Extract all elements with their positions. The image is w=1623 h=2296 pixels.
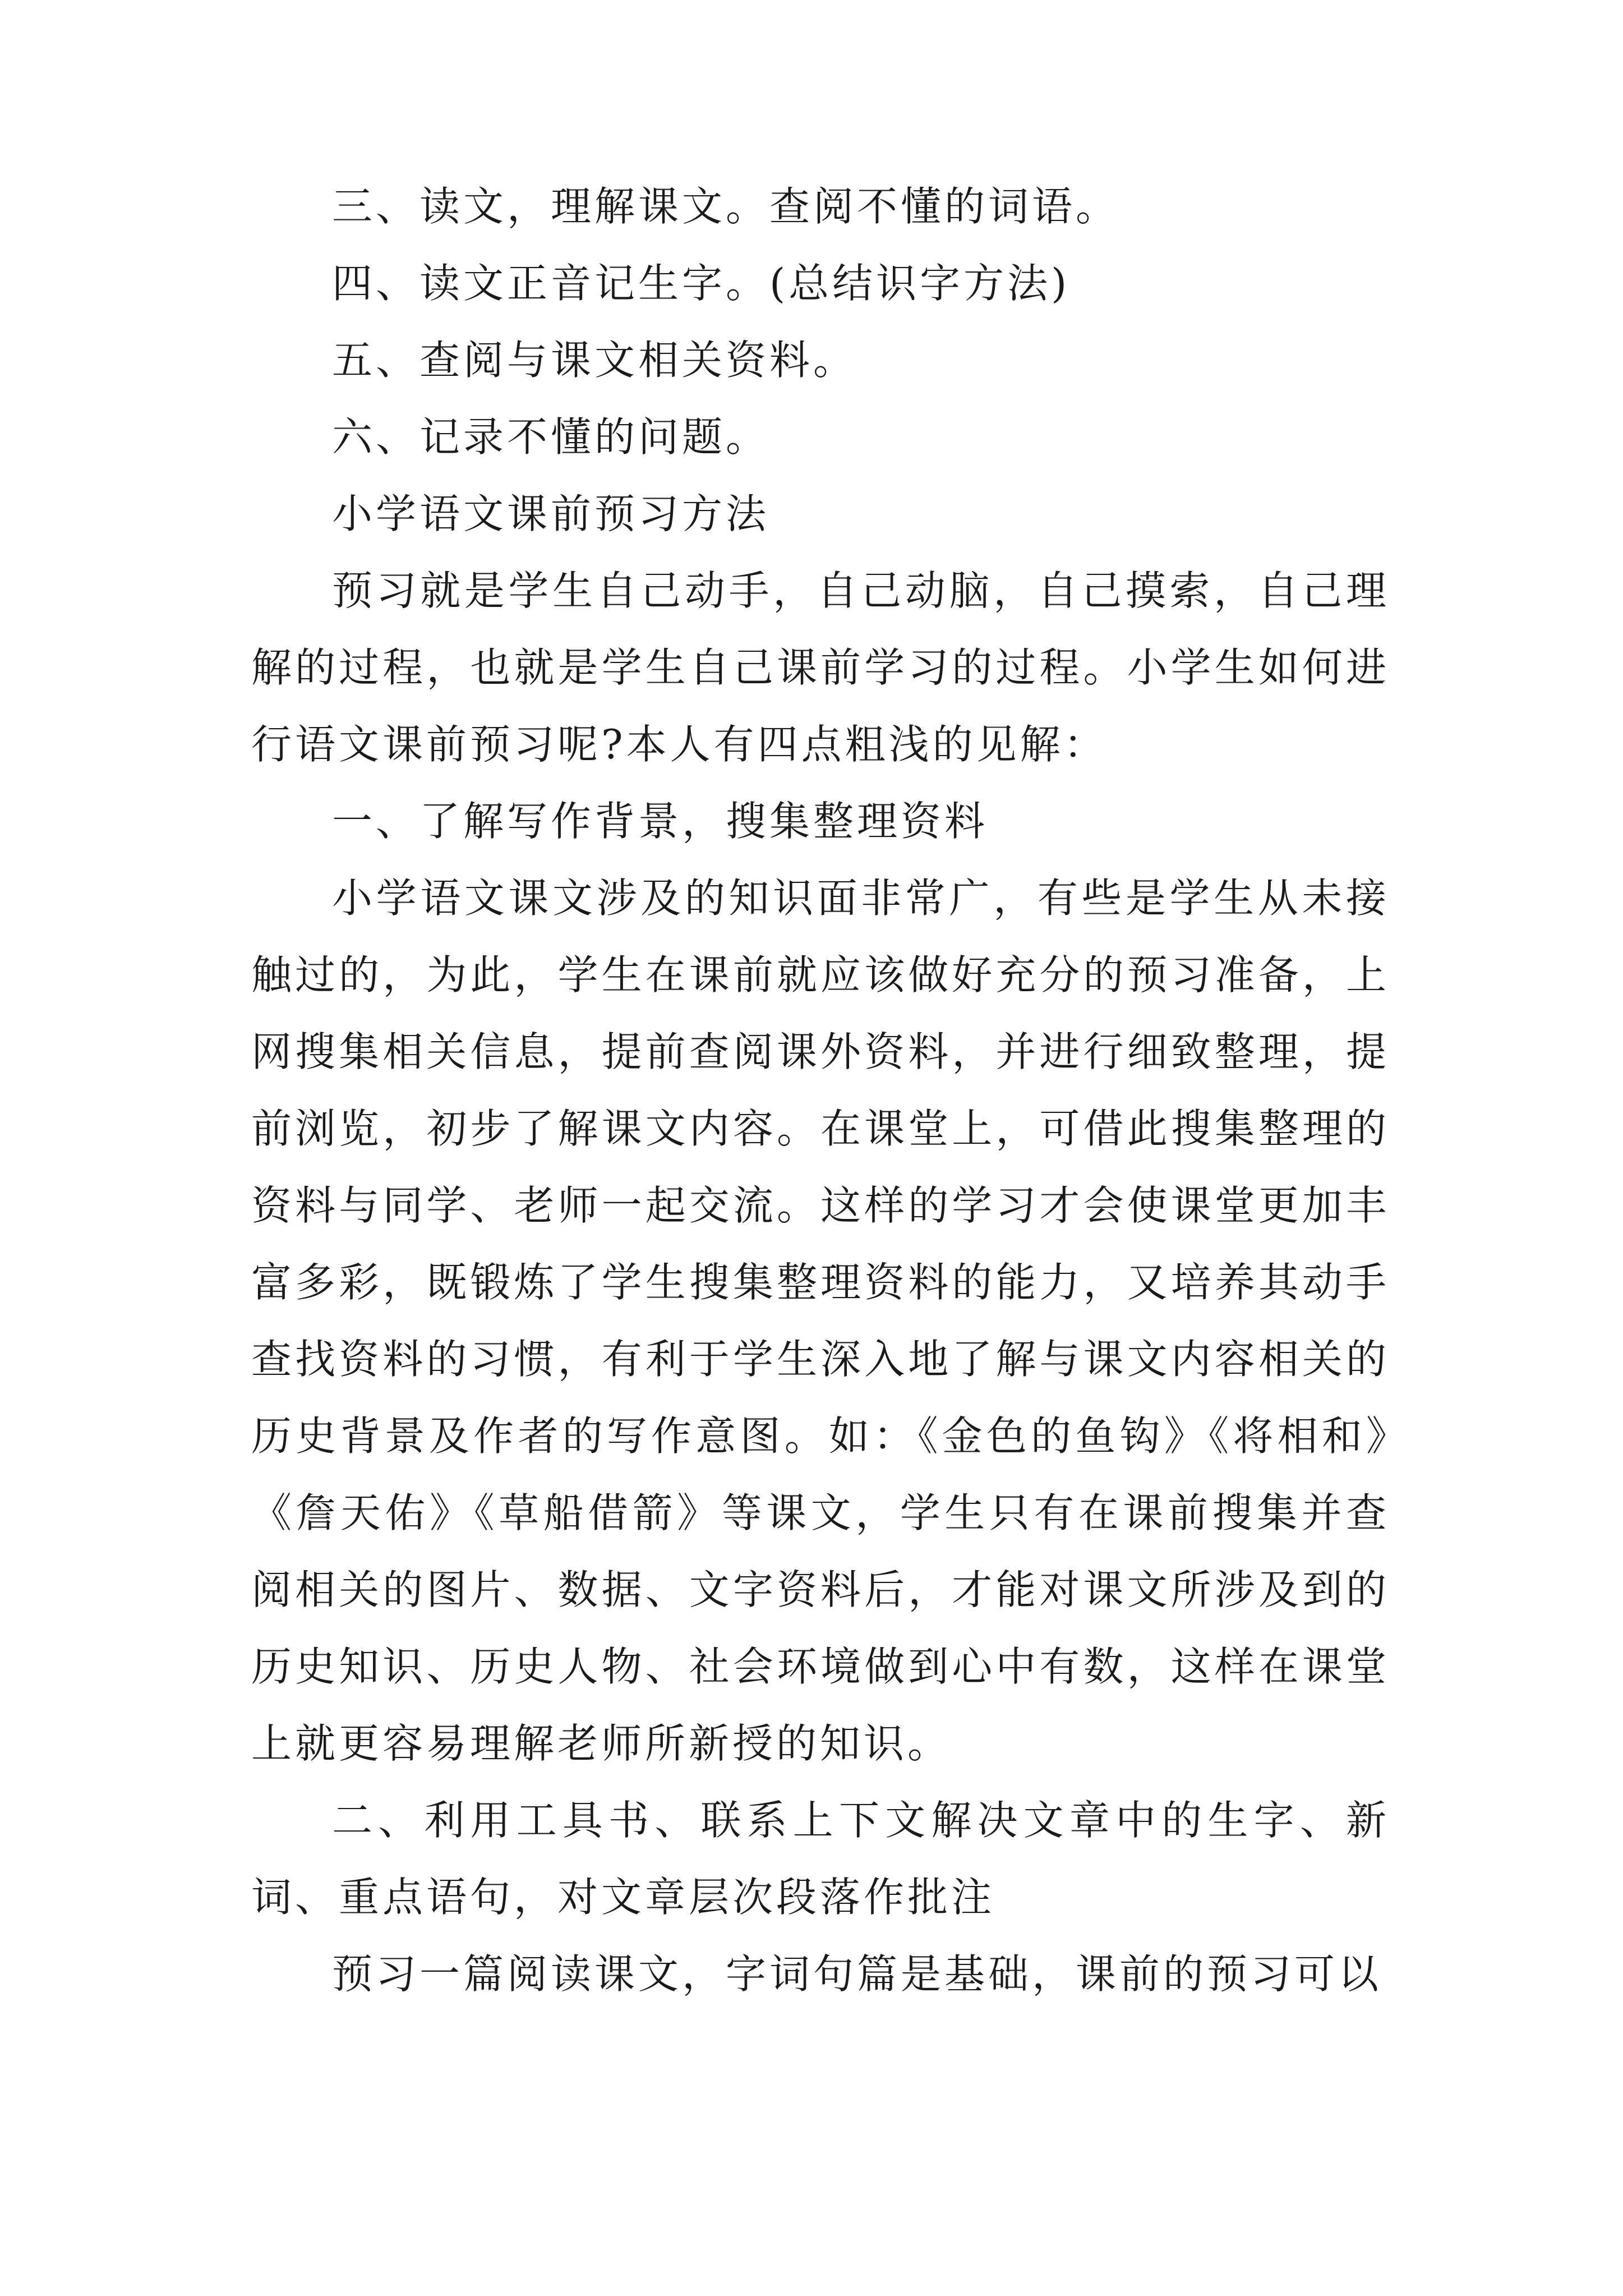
paragraph-background: 小学语文课文涉及的知识面非常广，有些是学生从未接触过的，为此，学生在课前就应该做好充分的预习准备，上网搜集相关信息，提前查阅课外资料，并进行细致整理，提前浏览，初步了解课文内容。在课堂上，可借此搜集整理的资料与同学、老师一起交流。这样的学习才会使课堂更加丰富多彩，既锻炼了学生搜集整理资料的能力，又培养其动手查找资料的习惯，有利于学生深入地了解与课文内容相关的历史背景及作者的写作意图。如：《金色的鱼钩》《将相和》《詹天佑》《草船借箭》等课文，学生只有在课前搜集并查阅相关的图片、数据、文字资料后，才能对课文所涉及到的历史知识、历史人物、社会环境做到心中有数，这样在课堂上就更容易理解老师所新授的知识。 xyxy=(251,875,1390,1767)
paragraph-preview: 预习一篇阅读课文，字词句篇是基础，课前的预习可以 xyxy=(332,1950,1382,1998)
section-heading: 小学语文课前预习方法 xyxy=(332,490,770,537)
paragraph-intro: 预习就是学生自己动手，自己动脑，自己摸索，自己理解的过程，也就是学生自己课前学习的过程。小学生如何进行语文课前预习呢?本人有四点粗浅的见解： xyxy=(251,567,1390,768)
document-body xyxy=(251,168,1390,2013)
paragraph-step-five: 五、查阅与课文相关资料。 xyxy=(332,337,857,384)
paragraph-step-three: 三、读文，理解课文。查阅不懂的词语。 xyxy=(332,183,1120,230)
subheading-two: 二、利用工具书、联系上下文解决文章中的生字、新词、重点语句，对文章层次段落作批注 xyxy=(251,1797,1390,1921)
subheading-one: 一、了解写作背景，搜集整理资料 xyxy=(332,798,989,845)
paragraph-step-four: 四、读文正音记生字。(总结识字方法) xyxy=(332,260,1071,307)
paragraph-step-six: 六、记录不懂的问题。 xyxy=(332,413,770,461)
